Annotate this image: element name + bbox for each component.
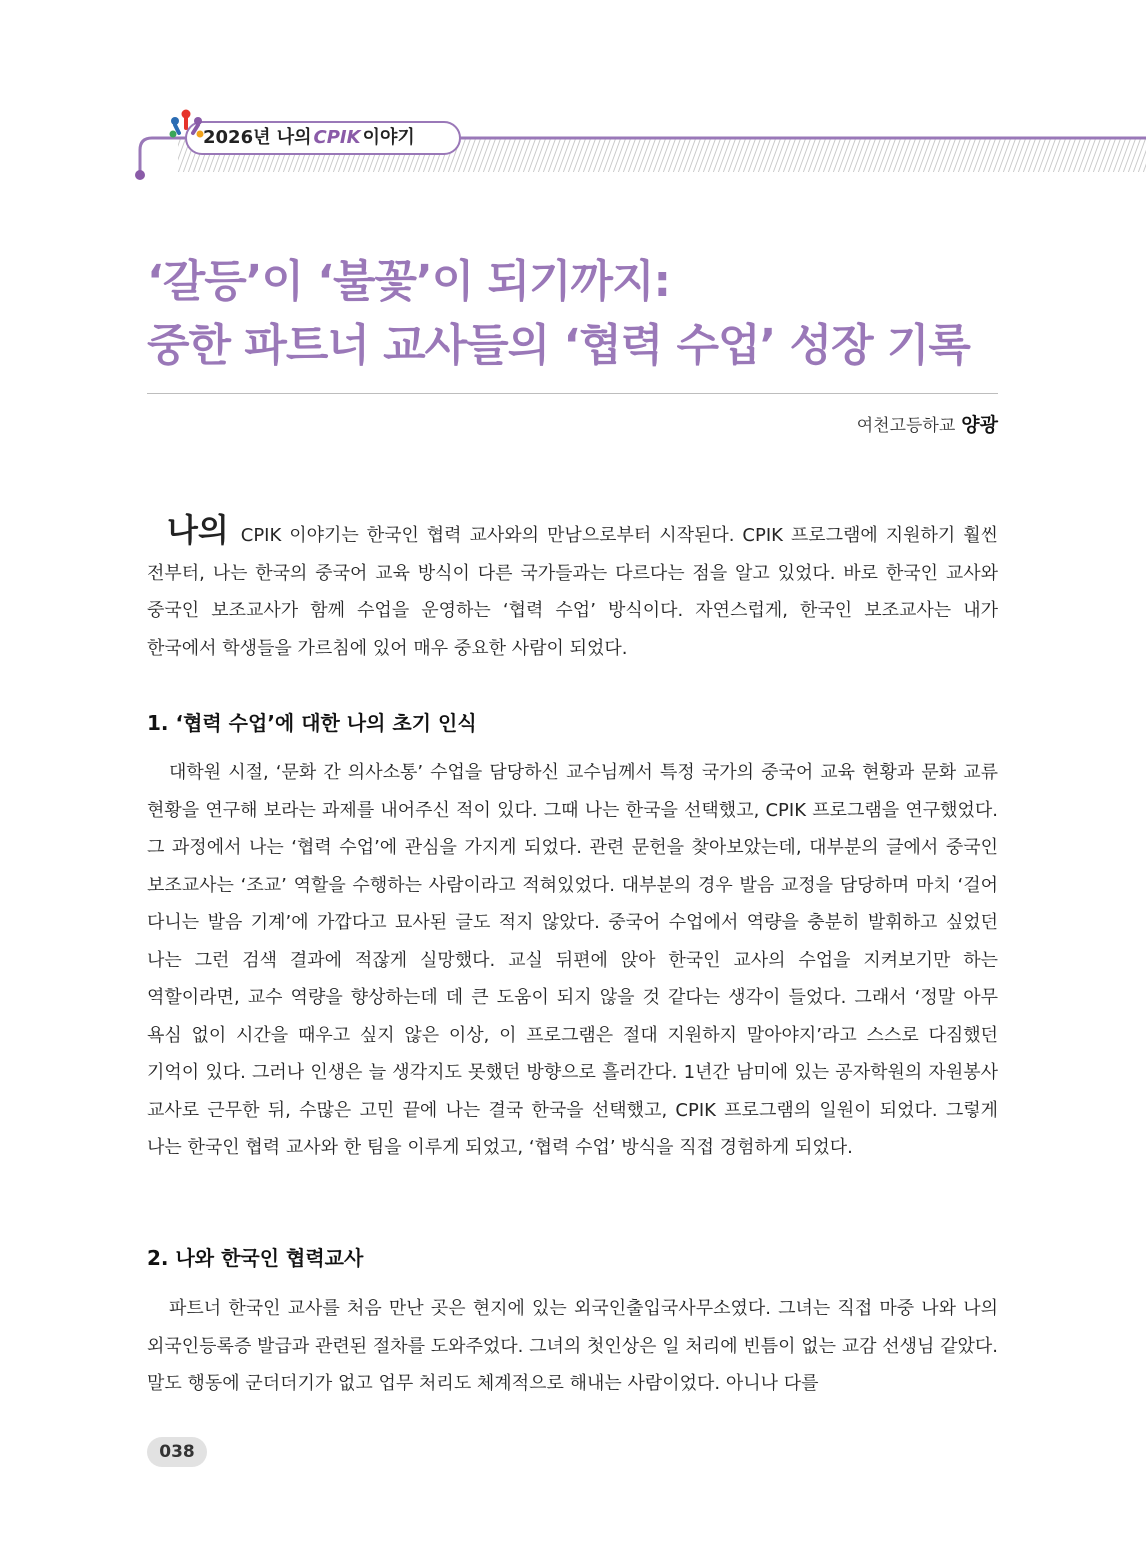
intro-text <box>147 512 998 667</box>
article-title <box>147 250 1007 378</box>
header-dot <box>135 170 145 180</box>
series-suffix: 이야기 <box>362 127 415 148</box>
page-number: 038 <box>147 1437 207 1467</box>
page-header <box>0 0 1146 200</box>
intro-body: CPIK 이야기는 한국인 협력 교사와의 만남으로부터 시작된다. CPIK 프로그램에 지원하기 훨씬 전부터, 나는 한국의 중국어 교육 방식이 다른 국가들과는 다르다는 점을 알고 있었다. 바로 한국인 교사와 중국인 보조교사가 함께 수업을 운영하는 ‘협력 수업’ 방식이다. 자연스럽게, 한국인 보조교사는 내가 한국에서 학생들을 가르침에 있어 매우 중요한 사람이 되었다. <box>147 525 998 659</box>
dropcap: 나의 <box>167 511 229 549</box>
section-2-heading: 2. 나와 한국인 협력교사 <box>147 1246 364 1270</box>
intro-paragraph <box>147 512 998 667</box>
title-line-2: 중한 파트너 교사들의 ‘협력 수업’ 성장 기록 <box>147 320 970 371</box>
byline-school: 여천고등하교 <box>856 416 956 436</box>
series-label <box>203 124 415 152</box>
header-decoration <box>0 0 1146 200</box>
section-2-body <box>147 1290 998 1403</box>
section-1-body <box>147 754 998 1167</box>
section-1-heading: 1. ‘협력 수업’에 대한 나의 초기 인식 <box>147 711 477 735</box>
section-2-text: 파트너 한국인 교사를 처음 만난 곳은 현지에 있는 외국인출입국사무소였다. 그녀는 직접 마중 나와 나의 외국인등록증 발급과 관련된 절차를 도와주었다. 그녀의 첫인상은 일 처리에 빈틈이 없는 교감 선생님 같았다. 말도 행동에 군더더기가 없고 업무 처리도 체계적으로 해내는 사람이었다. 아니나 다를 <box>147 1298 998 1394</box>
section-1-text: 대학원 시절, ‘문화 간 의사소통’ 수업을 담당하신 교수님께서 특정 국가의 중국어 교육 현황과 문화 교류 현황을 연구해 보라는 과제를 내어주신 적이 있다. 그때 나는 한국을 선택했고, CPIK 프로그램을 연구했었다. 그 과정에서 나는 ‘협력 수업’에 관심을 가지게 되었다. 관련 문헌을 찾아보았는데, 대부분의 글에서 중국인 보조교사는 ‘조교’ 역할을 수행하는 사람이라고 적혀있었다. 대부분의 경우 발음 교정을 담당하며 마치 ‘걸어 다니는 발음 기계’에 가깝다고 묘사된 글도 적지 않았다. 중국어 수업에서 역량을 충분히 발휘하고 싶었던 나는 그런 검색 결과에 적잖게 실망했다. 교실 뒤편에 앉아 한국인 교사의 수업을 지켜보기만 하는 역할이라면, 교수 역량을 향상하는데 데 큰 도움이 되지 않을 것 같다는 생각이 들었다. 그래서 ‘정말 아무 욕심 없이 시간을 때우고 싶지 않은 이상, 이 프로그램은 절대 지원하지 말아야지’라고 스스로 다짐했던 기억이 있다. 그러나 인생은 늘 생각지도 못했던 방향으로 흘러간다. 1년간 남미에 있는 공자학원의 자원봉사 교사로 근무한 뒤, 수많은 고민 끝에 나는 결국 한국을 선택했고, CPIK 프로그램의 일원이 되었다. 그렇게 나는 한국인 협력 교사와 한 팀을 이루게 되었고, ‘협력 수업’ 방식을 직접 경험하게 되었다. <box>147 762 998 1158</box>
series-brand: CPIK <box>313 127 361 148</box>
byline-author: 양광 <box>961 414 998 436</box>
byline <box>857 410 998 437</box>
title-divider <box>147 393 998 394</box>
series-prefix: 2026년 나의 <box>203 127 312 148</box>
title-line-1: ‘갈등’이 ‘불꽃’이 되기까지: <box>147 256 671 307</box>
